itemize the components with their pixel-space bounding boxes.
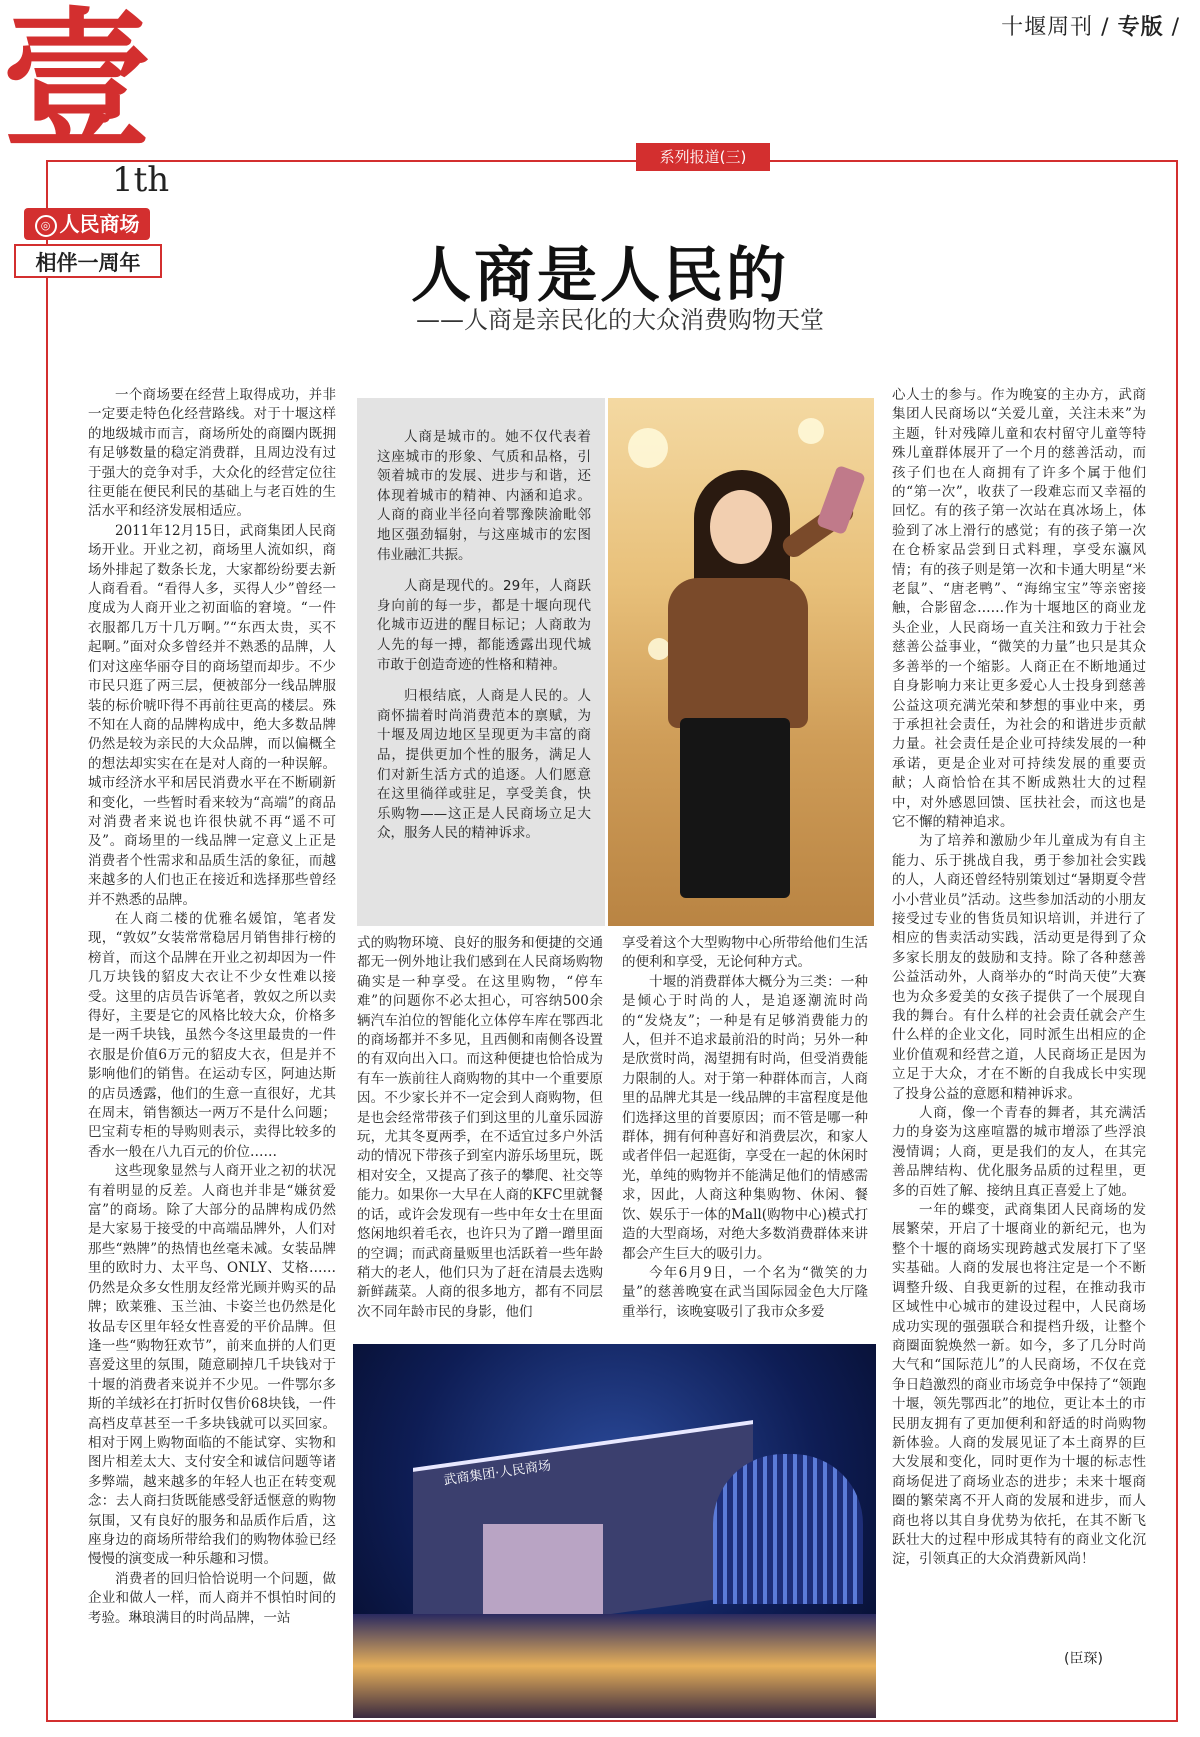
paragraph: 式的购物环境、良好的服务和便捷的交通都无一例外地让我们感到在人民商场购物确实是一种享受。在这里购物，“停车难”的问题你不必太担心，可容纳500余辆汽车泊位的智能化立体停车库在鄂西北的商场都并不多见，且西侧和南侧各设置的有双向出入口。而这种便捷也恰恰成为有车一族前往人商购物的其中一个重要原因。不少家长并不一定会到人商购物，但是也会经常带孩子们到这里的儿童乐园游玩，尤其冬夏两季，在不适宜过多户外活动的情况下带孩子到室内游乐场里玩，既相对安全，又提高了孩子的攀爬、社交等能力。如果你一大早在人商的KFC里就餐的话，或许会发现有一些中年女士在里面悠闲地织着毛衣，也许只为了蹭一蹭里面的空调；而武商量贩里也活跃着一些年龄稍大的老人，他们只为了赶在清晨去选购新鲜蔬菜。人商的很多地方，都有不同层次不同年龄市民的身影，他们 (357, 935, 603, 1320)
paragraph: 今年6月9日，一个名为“微笑的力量”的慈善晚宴在武当国际园金色大厅隆重举行，该晚宴吸引了我市众多爱 (622, 1264, 868, 1320)
logo-tagline: 相伴一周年 (14, 244, 162, 278)
paragraph: 享受着这个大型购物中心所带给他们生活的便利和享受，无论何种方式。 (622, 935, 868, 971)
held-shoe (816, 465, 866, 535)
series-tag: 系列报道(三) (636, 143, 770, 171)
sidebar-paragraph: 人商是城市的。她不仅代表着这座城市的形象、气质和品格，引领着城市的发展、进步与和谐，还体现着城市的精神、内涵和追求。人商的商业半径向着鄂豫陕渝毗邻地区强劲辐射，与这座城市的宏图伟业融汇共振。 (377, 429, 591, 563)
logo-brand-name: 人民商场 (59, 212, 140, 236)
page-header: 十堰周刊 / 专版 / (1001, 15, 1180, 40)
paragraph: 心人士的参与。作为晚宴的主办方，武商集团人民商场以“关爱儿童，关注未来”为主题，针对残障儿童和农村留守儿童等特殊儿童群体展开了一个月的慈善活动，而孩子们也在人商拥有了许多个属于他们的“第一次”，收获了一段难忘而又幸福的回忆。有的孩子第一次站在真冰场上，体验到了冰上滑行的感觉；有的孩子第一次在仓桥家品尝到日式料理，享受东瀛风情；有的孩子则是第一次和卡通大明星“米老鼠”、“唐老鸭”、“海绵宝宝”等亲密接触，合影留念……作为十堰地区的商业龙头企业，人民商场一直关注和致力于社会慈善公益事业，“微笑的力量”也只是其众多善举的一个缩影。人商正在不断地通过自身影响力来让更多爱心人士投身到慈善公益这项充满光荣和梦想的事业中来，勇于承担社会责任，为社会的和谐进步贡献力量。社会责任是企业可持续发展的一种承诺，更是企业对可持续发展的重要贡献；人商恰恰在其不断成熟壮大的过程中，对外感恩回馈、匡扶社会，而这也是它不懈的精神追求。 (892, 387, 1146, 830)
paragraph: 一年的蝶变，武商集团人民商场的发展繁荣，开启了十堰商业的新纪元，也为整个十堰的商场实现跨越式发展打下了坚实基础。人商的发展也将注定是一个不断调整升级、自我更新的过程，在推动我市区域性中心城市的建设过程中，人民商场成功实现的强强联合和提档升级，让整个商圈面貌焕然一新。如今，多了几分时尚大气和“国际范儿”的人民商场，不仅在竞争日趋激烈的商业市场竞争中保持了“领跑十堰，领先鄂西北”的地位，更让本土的市民朋友拥有了更加便利和舒适的时尚购物新体验。人商的发展见证了本土商界的巨大发展和变化，同时更作为十堰的标志性商场促进了商场业态的进步；未来十堰商圈的繁荣离不开人商的发展和进步，而人商也将以其自身优势为依托，在其不断飞跃壮大的过程中形成其特有的商业文化沉淀，引领真正的大众消费新风尚！ (892, 1202, 1146, 1568)
mall-light (648, 638, 670, 660)
mall-sign: 武商集团·人民商场 (442, 1458, 552, 1489)
article-column-4 (622, 934, 868, 1322)
paragraph: 消费者的回归恰恰说明一个问题，做企业和做人一样，而人商并不惧怕时间的考验。琳琅满目的时尚品牌，一站 (88, 1570, 336, 1626)
model-jacket (668, 578, 808, 728)
logo-big-character: 壹 (2, 0, 153, 169)
article-title: 人商是人民的 (411, 241, 789, 311)
paragraph: 在人商二楼的优雅名媛馆，笔者发现，“敦奴”女装常常稳居月销售排行榜的榜首，而这个品牌在开业之初却因为一件几万块钱的貂皮大衣让不少女性难以接受。这里的店员告诉笔者，敦奴之所以卖得好，主要是它的风格比较大众，价格多是一两千块钱，虽然今冬这里最贵的一件衣服是价值6万元的貂皮大衣，但是并不影响他们的销售。在运动专区，阿迪达斯的店员透露，他们的生意一直很好，尤其在周末，销售额达一两万不是什么问题；巴宝莉专柜的导购则表示，卖得比较多的香水一般在八九百元的价位…… (88, 910, 336, 1160)
section-name: 专版 (1117, 15, 1164, 40)
paragraph: 人商，像一个青春的舞者，其充满活力的身姿为这座喧嚣的城市增添了些浮浪漫情调；人商，更是我们的友人，在其完善品牌结构、优化服务品质的过程里，更多的百姓了解、接纳且真正喜爱上了她。 (892, 1105, 1146, 1199)
street-lights (353, 1614, 876, 1718)
article-subtitle: ——人商是亲民化的大众消费购物天堂 (416, 306, 824, 334)
brand-mark-icon: ◎ (35, 215, 57, 237)
sidebar-paragraph: 归根结底，人商是人民的。人商怀揣着时尚消费范本的禀赋，为十堰及周边地区呈现更为丰富的商品，提供更加个性的服务，满足人们对新生活方式的追逐。人们愿意在这里徜徉或驻足，享受美食，快乐购物——这正是人民商场立足大众，服务人民的精神诉求。 (377, 688, 591, 842)
mall-light (798, 418, 824, 444)
paragraph: 2011年12月15日，武商集团人民商场开业。开业之初，商场里人流如织，商场外排起了数条长龙，大家都纷纷要去新人商看看。“看得人多，买得人少”曾经一度成为人商开业之初面临的窘境。“一件衣服都几万十几万啊。”“东西太贵，买不起啊。”面对众多曾经并不熟悉的品牌，人们对这座华丽夺目的商场望而却步。不少市民只逛了两三层，便被部分一线品牌服装的标价唬吓得不再前往更高的楼层。殊不知在人商的品牌构成中，绝大多数品牌仍然是较为亲民的大众品牌，而以偏概全的想法却实实在在是对人商的一种误解。城市经济水平和居民消费水平在不断刷新和变化，一些暂时看来较为“高端”的商品对消费者来说也许很快就不再“遥不可及”。商场里的一线品牌一定意义上正是消费者个性需求和品质生活的象征，而越来越多的人们也正在接近和选择那些曾经并不熟悉的品牌。 (88, 522, 336, 908)
storefront-glow (483, 1524, 603, 1614)
paragraph: 一个商场要在经营上取得成功，并非一定要走特色化经营路线。对于十堰这样的地级城市而言，商场所处的商圈内既拥有足够数量的稳定消费群，且周边没有过于强大的竞争对手，大众化的经营定位往往更能在便民利民的基础上与老百姓的生活水平和经济发展相适应。 (88, 387, 336, 520)
author-byline: (臣琛) (1064, 1651, 1103, 1667)
model-photo (608, 398, 874, 926)
paragraph: 为了培养和激励少年儿童成为有自主能力、乐于挑战自我，勇于参加社会实践的人，人商还曾经特别策划过“暑期夏令营小小营业员”活动。这些参加活动的小朋友接受过专业的售货员知识培训，并进行了相应的售卖活动实践，活动更是得到了众多家长朋友的鼓励和支持。除了各种慈善公益活动外，人商举办的“时尚天使”大赛也为众多爱美的女孩子提供了一个展现自我的舞台。有什么样的社会责任就会产生什么样的企业文化，同时派生出相应的企业价值观和经营之道，人民商场正是因为立足于大众，才在不断的自我成长中实现了投身公益的意愿和精神诉求。 (892, 833, 1146, 1102)
paragraph: 十堰的消费群体大概分为三类：一种是倾心于时尚的人，是追逐潮流时尚的“发烧友”；一种是有足够消费能力的人，但并不追求最前沿的时尚；另外一种是欣赏时尚，渴望拥有时尚，但受消费能力限制的人。对于第一种群体而言，人商里的品牌尤其是一线品牌的丰富程度是他们选择这里的首要原因；而不管是哪一种群体，拥有何种喜好和消费层次，和家人或者伴侣一起逛街，享受在一起的休闲时光，单纯的购物并不能满足他们的情感需求，因此，人商这种集购物、休闲、餐饮、娱乐于一体的Mall(购物中心)模式打造的大型商场，对绝大多数消费群体来讲都会产生巨大的吸引力。 (622, 973, 868, 1262)
model-face (710, 490, 772, 564)
glass-dome (713, 1454, 863, 1604)
mall-light (628, 428, 668, 468)
article-column-1 (88, 386, 336, 1692)
logo-anniversary-suffix: 1th (112, 160, 170, 200)
model-legs (680, 718, 790, 898)
sidebar-paragraph: 人商是现代的。29年，人商跃身向前的每一步，都是十堰向现代化城市迈进的醒目标记；人商敢为人先的每一搏，都能透露出现代城市敢于创造奇迹的性格和精神。 (377, 578, 591, 673)
article-column-5 (892, 386, 1146, 1640)
article-column-3 (357, 934, 603, 1322)
mall-night-photo (353, 1344, 876, 1718)
paragraph: 这些现象显然与人商开业之初的状况有着明显的反差。人商也并非是“嫌贫爱富”的商场。除了大部分的品牌构成仍然是大家易于接受的中高端品牌外，人们对那些“熟牌”的热情也丝毫未减。女装品牌里的欧时力、太平鸟、ONLY、艾格……仍然是众多女性朋友经常光顾并购买的品牌；欧莱雅、玉兰油、卡姿兰也仍然是化妆品专区里年轻女性喜爱的平价品牌。但逢一些“购物狂欢节”，前来血拼的人们更喜爱这里的氛围，随意刷掉几千块钱对于十堰的消费者来说并不少见。一件鄂尔多斯的羊绒衫在打折时仅售价68块钱，一件高档皮草甚至一千多块钱就可以买回家。相对于网上购物面临的不能试穿、实物和图片相差太大、支付安全和诚信问题等诸多弊端，越来越多的年轻人也正在转变观念：去人商扫货既能感受舒适惬意的购物氛围，又有良好的服务和品质作后盾，这座身边的商场所带给我们的购物体验已经慢慢的演变成一种乐趣和习惯。 (88, 1163, 336, 1568)
publication-name: 十堰周刊 (1001, 15, 1094, 40)
highlight-sidebar (357, 398, 605, 926)
